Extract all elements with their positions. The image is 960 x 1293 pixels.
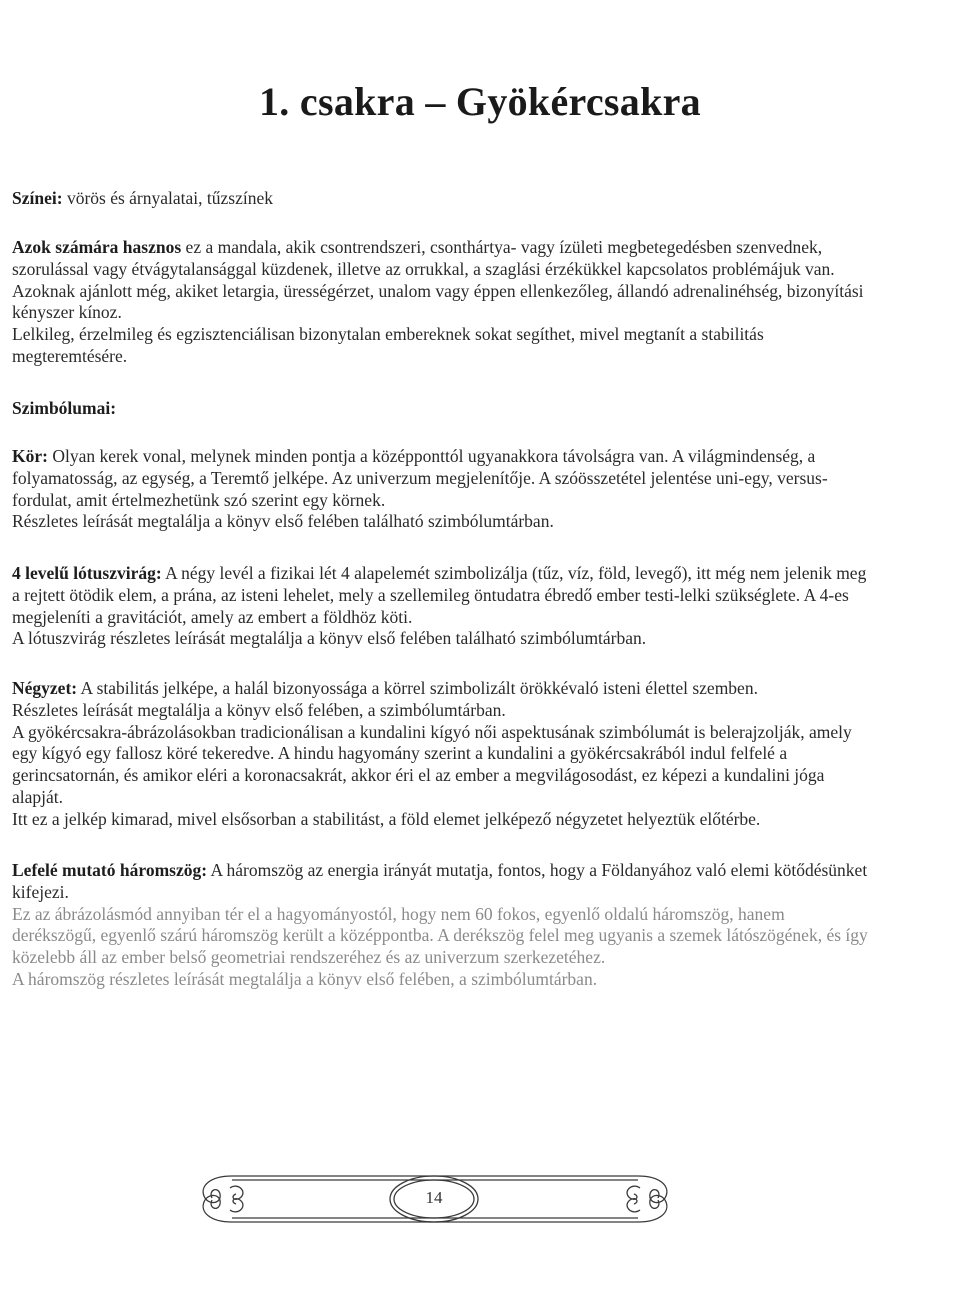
square-label: Négyzet: [12, 678, 78, 698]
square-kundalini-paragraph: A gyökércsakra-ábrázolásokban tradicionálisan a kundalini kígyó női aspektusának szimbólumát is belerajzolják, amely egy kígyó egy fallosz köré tekeredve. A hindu hagyomány szerint a kundalini a gyökércsakrából indul felfelé a gerincsatornán, és amikor eléri a koronacsakrát, akkor éri el az ember a megvilágosodást, ez képezi a kundalini jóga alapját. [12, 721, 852, 807]
colors-section [12, 188, 870, 210]
page-number-ornament [190, 1168, 680, 1230]
triangle-section [12, 860, 870, 991]
page-title: 1. csakra – Gyökércsakra [259, 79, 701, 124]
square-reference: Részletes leírását megtalálja a könyv első felében, a szimbólumtárban. [12, 699, 506, 720]
symbols-heading: Szimbólumai: [12, 398, 117, 418]
circle-reference: Részletes leírását megtalálja a könyv első felében található szimbólumtárban. [12, 511, 554, 532]
useful-for-paragraph [12, 237, 870, 324]
circle-text: Olyan kerek vonal, melynek minden pontja a középponttól ugyanakkora távolságra van. A világmindenség, a folyamatosság, az egység, a Teremtő jelképe. Az univerzum megjelenítője. A szóösszetétel jelentése uni-egy, versus-fordulat, amit értelmezhetünk szó szerint egy körnek. [12, 446, 828, 510]
lotus-label: 4 levelű lótuszvirág: [12, 563, 162, 583]
triangle-label: Lefelé mutató háromszög: [12, 860, 208, 880]
useful-for-text: ez a mandala, akik csontrendszeri, csonthártya- vagy ízületi megbetegedésben szenvednek, szorulással vagy étvágytalansággal küzdenek, illetve az orrukkal, a szaglási érzékükkel kapcsolatos problémájuk van. Azoknak ajánlott még, akiket letargia, ürességérzet, unalom vagy éppen ellenkezőleg, állandó adrenalinéhség, bizonyítási kényszer kínoz. [12, 237, 864, 323]
triangle-angle-paragraph: Ez az ábrázolásmód annyiban tér el a hagyományostól, hogy nem 60 fokos, egyenlő oldalú háromszög, hanem derékszögű, egyenlő szárú háromszög került a középpontba. A derékszög felel meg ugyanis a szemek látószögének, és így közelebb áll az ember belső geometriai rendszeréhez és az univerzum szerkezetéhez. [12, 903, 868, 968]
lotus-reference: A lótuszvirág részletes leírását megtalálja a könyv első felében található szimbólumtárban. [12, 628, 647, 649]
triangle-paragraph [12, 860, 870, 904]
useful-for-label: Azok számára hasznos [12, 237, 182, 257]
triangle-text: A háromszög az energia irányát mutatja, fontos, hogy a Földanyához való elemi kötődésünket kifejezi. [12, 860, 868, 902]
colors-text: vörös és árnyalatai, tűzszínek [62, 188, 273, 208]
lotus-section [12, 563, 870, 650]
colors-paragraph [12, 188, 870, 210]
lotus-text: A négy levél a fizikai lét 4 alapelemét szimbolizálja (tűz, víz, föld, levegő), itt még nem jelenik meg a rejtett ötödik elem, a prána, az isteni lehelet, mely a szellemileg öntudatra ébredő ember testi-lelki szükséglete. A 4-es megjeleníti a gravitációt, amely az embert a földhöz köti. [12, 563, 867, 627]
useful-for-paragraph-2: Lelkileg, érzelmileg és egzisztenciálisan bizonytalan embereknek sokat segíthet, mivel megtanít a stabilitás megteremtésére. [12, 324, 764, 366]
square-text: A stabilitás jelképe, a halál bizonyossága a körrel szimbolizált örökkévaló isteni élettel szemben. [77, 678, 758, 698]
circle-label: Kör: [12, 446, 48, 466]
circle-paragraph [12, 446, 870, 511]
triangle-reference: A háromszög részletes leírását megtalálja a könyv első felében, a szimbólumtárban. [12, 968, 598, 989]
symbols-heading-section [12, 398, 870, 420]
circle-section [12, 446, 870, 533]
lotus-paragraph [12, 563, 870, 628]
square-section [12, 678, 870, 831]
colors-label: Színei: [12, 188, 63, 208]
useful-for-section [12, 237, 870, 368]
square-closing-paragraph: Itt ez a jelkép kimarad, mivel elsősorban a stabilitást, a föld elemet jelképező négyzetet helyeztük előtérbe. [12, 808, 761, 829]
page-number: 14 [425, 1188, 443, 1207]
square-paragraph [12, 678, 870, 700]
